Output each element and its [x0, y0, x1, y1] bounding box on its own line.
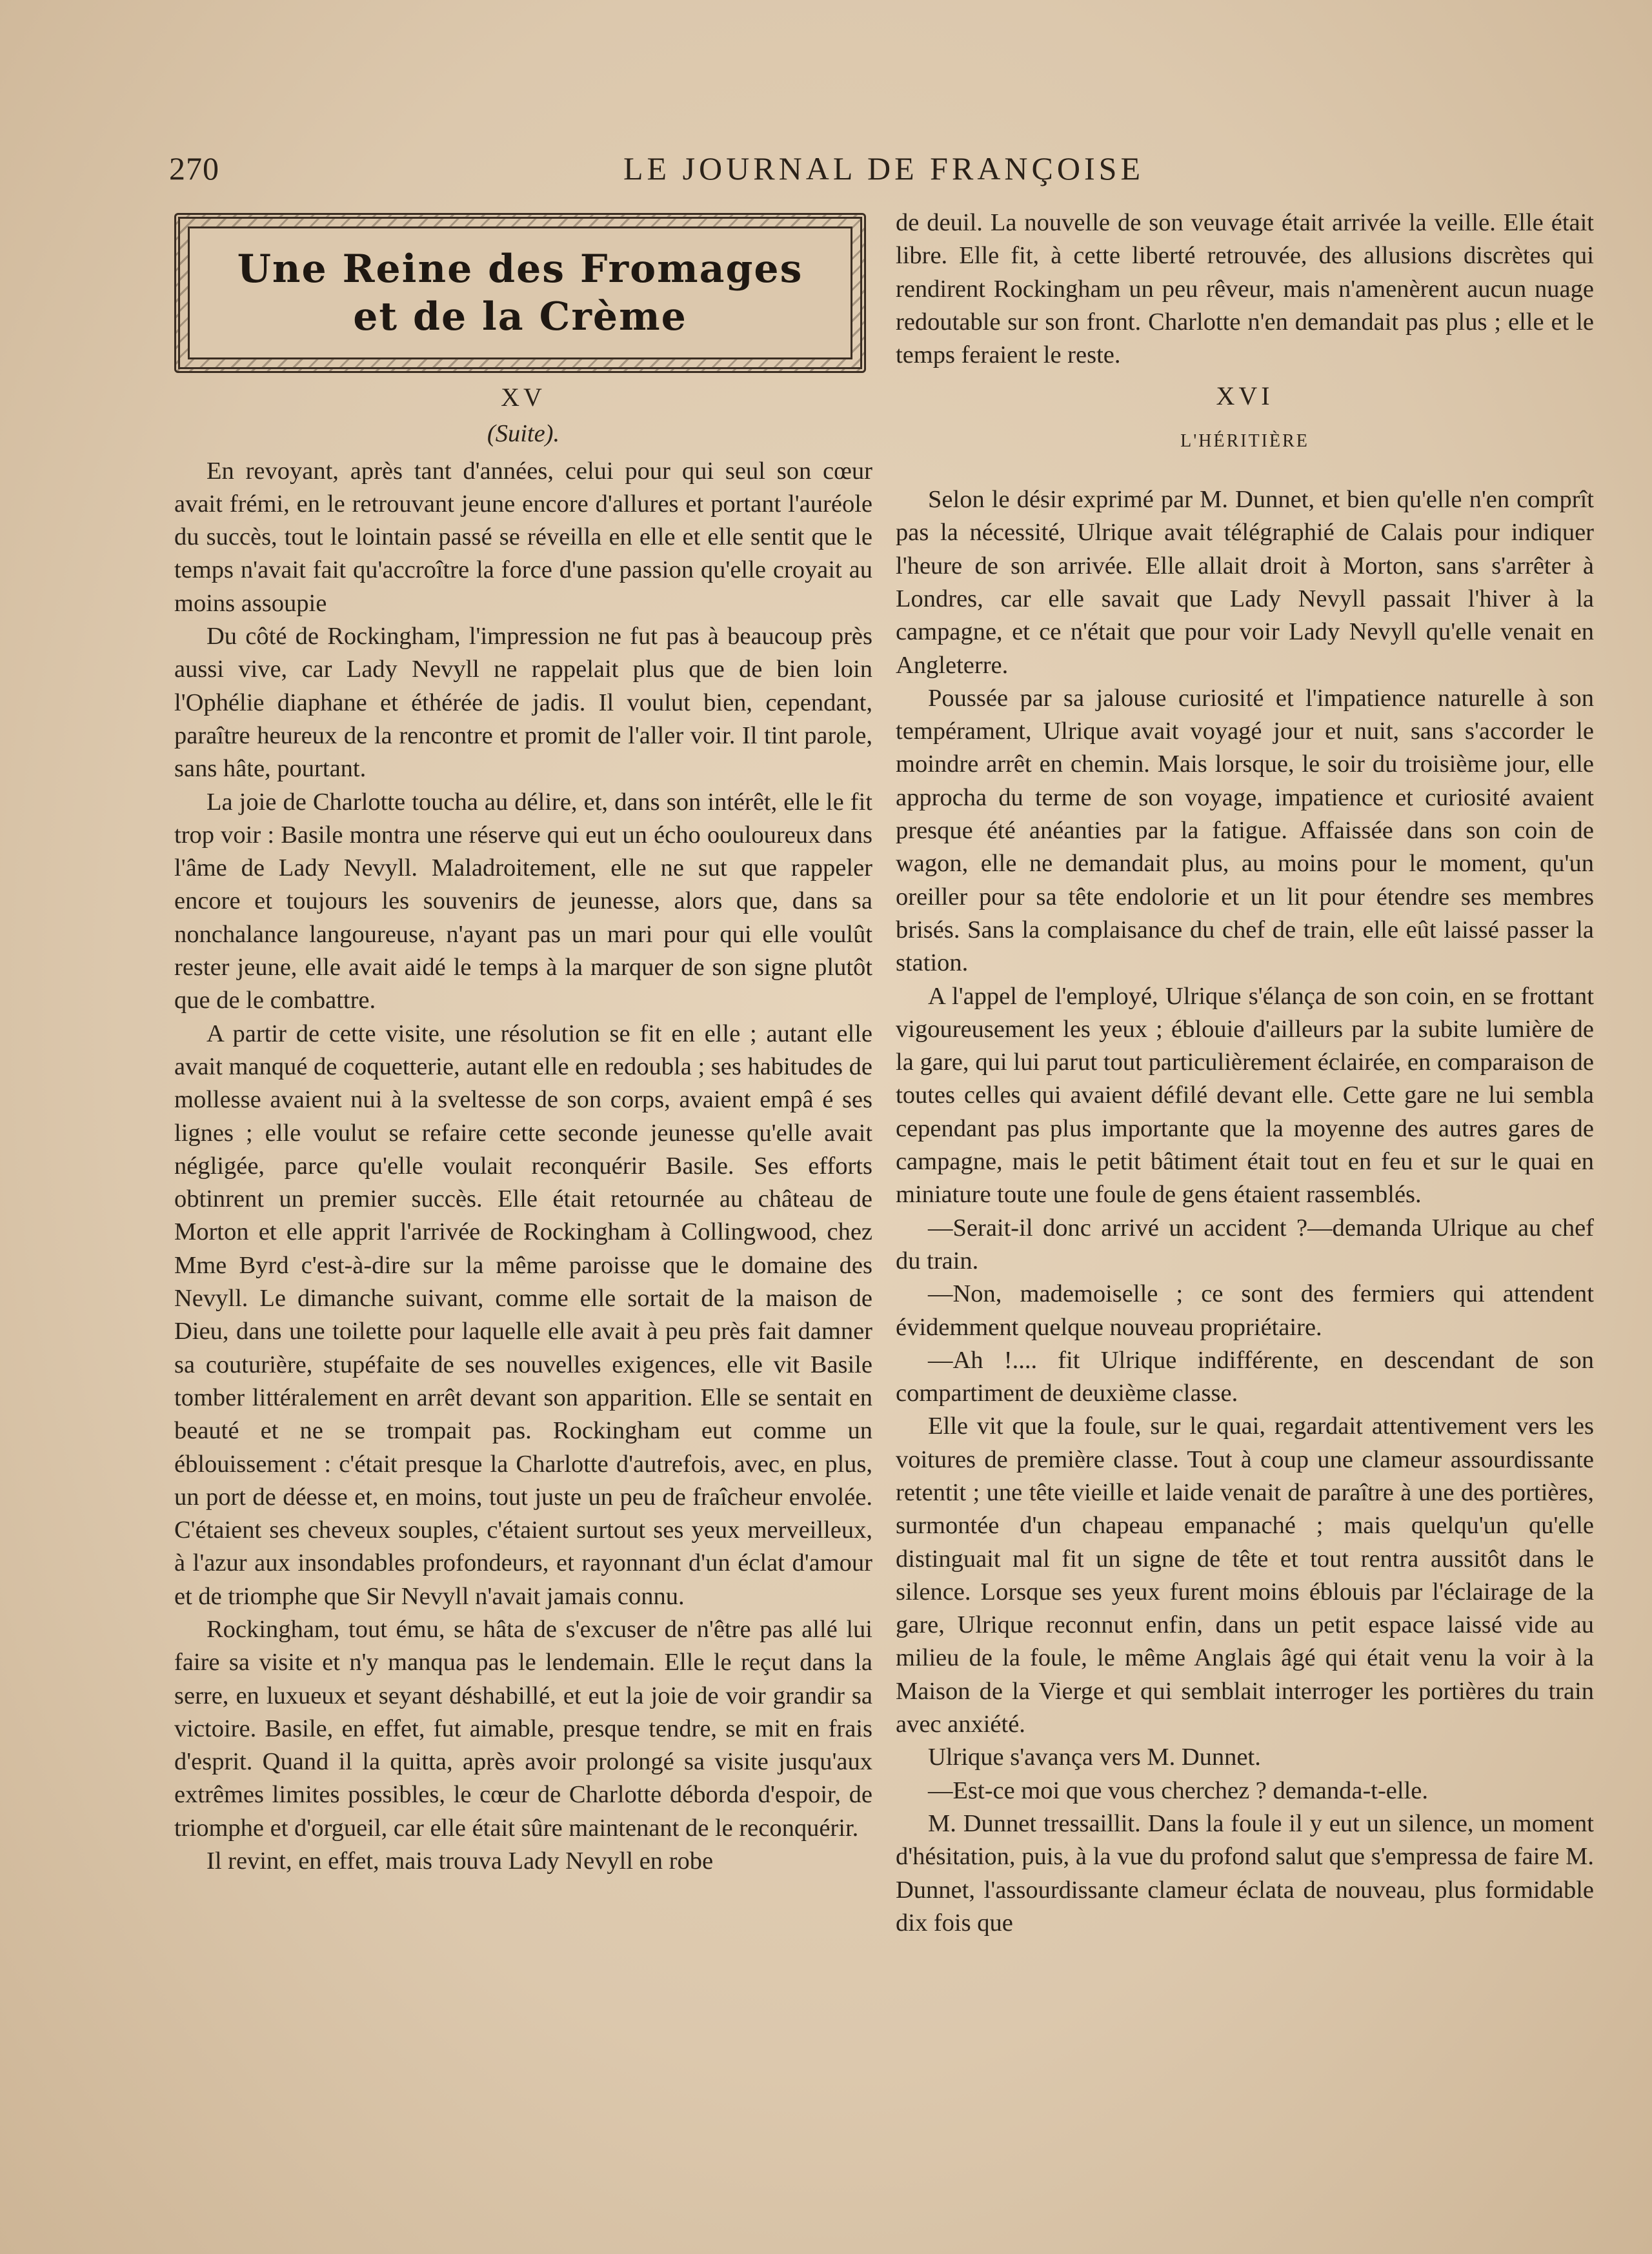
paragraph-continuation: de deuil. La nouvelle de son veuvage était arrivée la veille. Elle était libre. Elle fit, à cette liberté retrouvée, des allusions discrètes qui rendirent Rockingham un peu rêveur, mais n'amenèrent aucun nuage redoutable sur son front. Charlotte n'en demandait pas plus ; elle et le temps feraient le reste. — [896, 209, 1594, 369]
paragraph: —Est-ce moi que vous cherchez ? demanda-t-elle. — [928, 1776, 1429, 1804]
page-header — [169, 150, 1598, 195]
paragraph: En revoyant, après tant d'années, celui pour qui seul son cœur avait frémi, en le retrouvant jeune encore d'allures et portant l'auréole du succès, tout le lointain passé se réveilla en elle et elle sentit que le temps n'avait fait qu'accroître la force d'une passion qu'elle croyait au moins assoupie — [174, 457, 872, 617]
paragraph: A partir de cette visite, une résolution se fit en elle ; autant elle avait manqué de coquetterie, autant elle en redoubla ; ses habitudes de mollesse avaient nui à la sveltesse de son corps, avaient empâ é ses lignes ; elle voulut se refaire cette seconde jeunesse qu'elle avait négligée, parce qu'elle voulait reconquérir Basile. Ses efforts obtinrent un premier succès. Elle était retournée au château de Morton et elle apprit l'arrivée de Rockingham à Collingwood, chez Mme Byrd c'est-à-dire sur la même paroisse que le domaine des Nevyll. Le dimanche suivant, comme elle sortait de la maison de Dieu, dans une toilette pour laquelle elle avait à peu près fait damner sa couturière, stupéfaite de ses nouvelles exigences, elle vit Basile tomber littéralement en arrêt devant son apparition. Elle se sentait en beauté et ne se trompait pas. Rockingham eut comme un éblouissement : c'était presque la Charlotte d'autrefois, avec, en plus, un port de déesse et, en moins, tout juste un peu de fraîcheur envolée. C'étaient ses cheveux souples, c'étaient surtout ses yeux merveilleux, à l'azur aux insondables profondeurs, et rayonnant d'un éclat d'amour et de triomphe que Sir Nevyll n'avait jamais connu. — [174, 1020, 872, 1610]
paragraph: —Ah !.... fit Ulrique indifférente, en descendant de son compartiment de deuxième classe. — [896, 1346, 1594, 1407]
chapter-title: L'HÉRITIÈRE — [1180, 430, 1309, 451]
paragraph: Selon le désir exprimé par M. Dunnet, et bien qu'elle n'en comprît pas la nécessité, Ulrique avait télégraphié de Calais pour indiquer l'heure de son arrivée. Elle allait droit à Morton, sans s'arrêter à Londres, car elle savait que Lady Nevyll passait l'hiver à la campagne, et ce n'était que pour voir Lady Nevyll qu'elle venait en Angleterre. — [896, 486, 1594, 679]
right-column — [896, 206, 1594, 1940]
chapter-subtitle: (Suite). — [487, 420, 560, 448]
page-number: 270 — [169, 150, 219, 186]
left-column — [174, 206, 872, 1878]
paragraph: La joie de Charlotte toucha au délire, et, dans son intérêt, elle le fit trop voir : Basile montra une réserve qui eut un écho oouloureux dans l'âme de Lady Nevyll. Maladroitement, elle ne sut que rappeler encore et toujours les souvenirs de jeunesse, alors que, dans sa nonchalance langoureuse, n'ayant pas un mari pour qui elle voulût rester jeune, elle avait aidé le temps à la marquer de son signe plutôt que de le combattre. — [174, 788, 872, 1014]
paragraph: A l'appel de l'employé, Ulrique s'élança de son coin, en se frottant vigoureusement les yeux ; éblouie d'ailleurs par la subite lumière de la gare, qui lui parut tout particulièrement éclairée, en comparaison de toutes celles qui avaient défilé devant elle. Cette gare ne lui sembla cependant pas plus importante que la moyenne des autres gares de campagne, mais le petit bâtiment était tout en feu et sur le quai en miniature toute une foule de gens étaient rassemblés. — [896, 982, 1594, 1209]
chapter-number-xvi: XVI — [1216, 381, 1274, 411]
paragraph: Du côté de Rockingham, l'impression ne fut pas à beaucoup près aussi vive, car Lady Nevyll ne rappelait plus que de bien loin l'Ophélie diaphane et éthérée de jadis. Il voulut bien, cependant, paraître heureux de la rencontre et promit de l'aller voir. Il tint parole, sans hâte, pourtant. — [174, 623, 872, 783]
paragraph: —Non, mademoiselle ; ce sont des fermiers qui attendent évidemment quelque nouveau propriétaire. — [896, 1280, 1594, 1341]
paragraph: —Serait-il donc arrivé un accident ?—demanda Ulrique au chef du train. — [896, 1214, 1594, 1274]
running-title: LE JOURNAL DE FRANÇOISE — [623, 150, 1144, 186]
paragraph: Ulrique s'avança vers M. Dunnet. — [928, 1744, 1261, 1771]
chapter-number-xv: XV — [501, 383, 546, 412]
paragraph: M. Dunnet tressaillit. Dans la foule il y eut un silence, un moment d'hésitation, puis, à la vue du profond salut que s'empressa de faire M. Dunnet, l'assourdissante clameur éclata de nouveau, plus formidable dix fois que — [896, 1809, 1594, 1937]
story-title-inner — [188, 226, 852, 359]
story-title-line-1: Une Reine des Fromages — [237, 247, 803, 292]
paragraph: Rockingham, tout ému, se hâta de s'excuser de n'être pas allé lui faire sa visite et n'y manqua pas le lendemain. Elle le reçut dans la serre, en luxueux et seyant déshabillé, et eut la joie de voir grandir sa victoire. Basile, en effet, fut aimable, presque tendre, se mit en frais d'esprit. Quand il la quitta, après avoir prolongé sa visite jusqu'aux extrêmes limites possibles, le cœur de Charlotte déborda d'espoir, de triomphe et d'orgueil, car elle était sûre maintenant de le reconquérir. — [174, 1615, 872, 1842]
story-title-line-2: et de la Crème — [353, 294, 687, 339]
paragraph: Il revint, en effet, mais trouva Lady Nevyll en robe — [206, 1847, 714, 1875]
paragraph: Poussée par sa jalouse curiosité et l'impatience naturelle à son tempérament, Ulrique avait voyagé jour et nuit, sans s'accorder le moindre arrêt en chemin. Mais lorsque, le soir du troisième jour, elle approcha du terme de son voyage, impatience et curiosité avaient presque été anéanties par la fatigue. Affaissée dans son coin de wagon, elle ne demandait plus, au moins pour le moment, qu'un oreiller pour sa tête endolorie et un lit pour étendre ses membres brisés. Sans la complaisance du chef de train, elle eût laissé passer la station. — [896, 684, 1594, 977]
story-title-frame — [174, 213, 866, 373]
paragraph: Elle vit que la foule, sur le quai, regardait attentivement vers les voitures de première classe. Tout à coup une clameur assourdissante retentit ; une tête vieille et laide venait de paraître à une des portières, surmontée d'un chapeau empanaché ; mais quelqu'un qu'elle distinguait mal fit un signe de tête et tout rentra aussitôt dans le silence. Lorsque ses yeux furent moins éblouis par l'éclairage de la gare, Ulrique reconnut enfin, dans un petit espace laissé vide au milieu de la foule, le même Anglais âgé qui était venu la voir à la Maison de la Vierge et qui semblait interroger les portières du train avec anxiété. — [896, 1413, 1594, 1738]
